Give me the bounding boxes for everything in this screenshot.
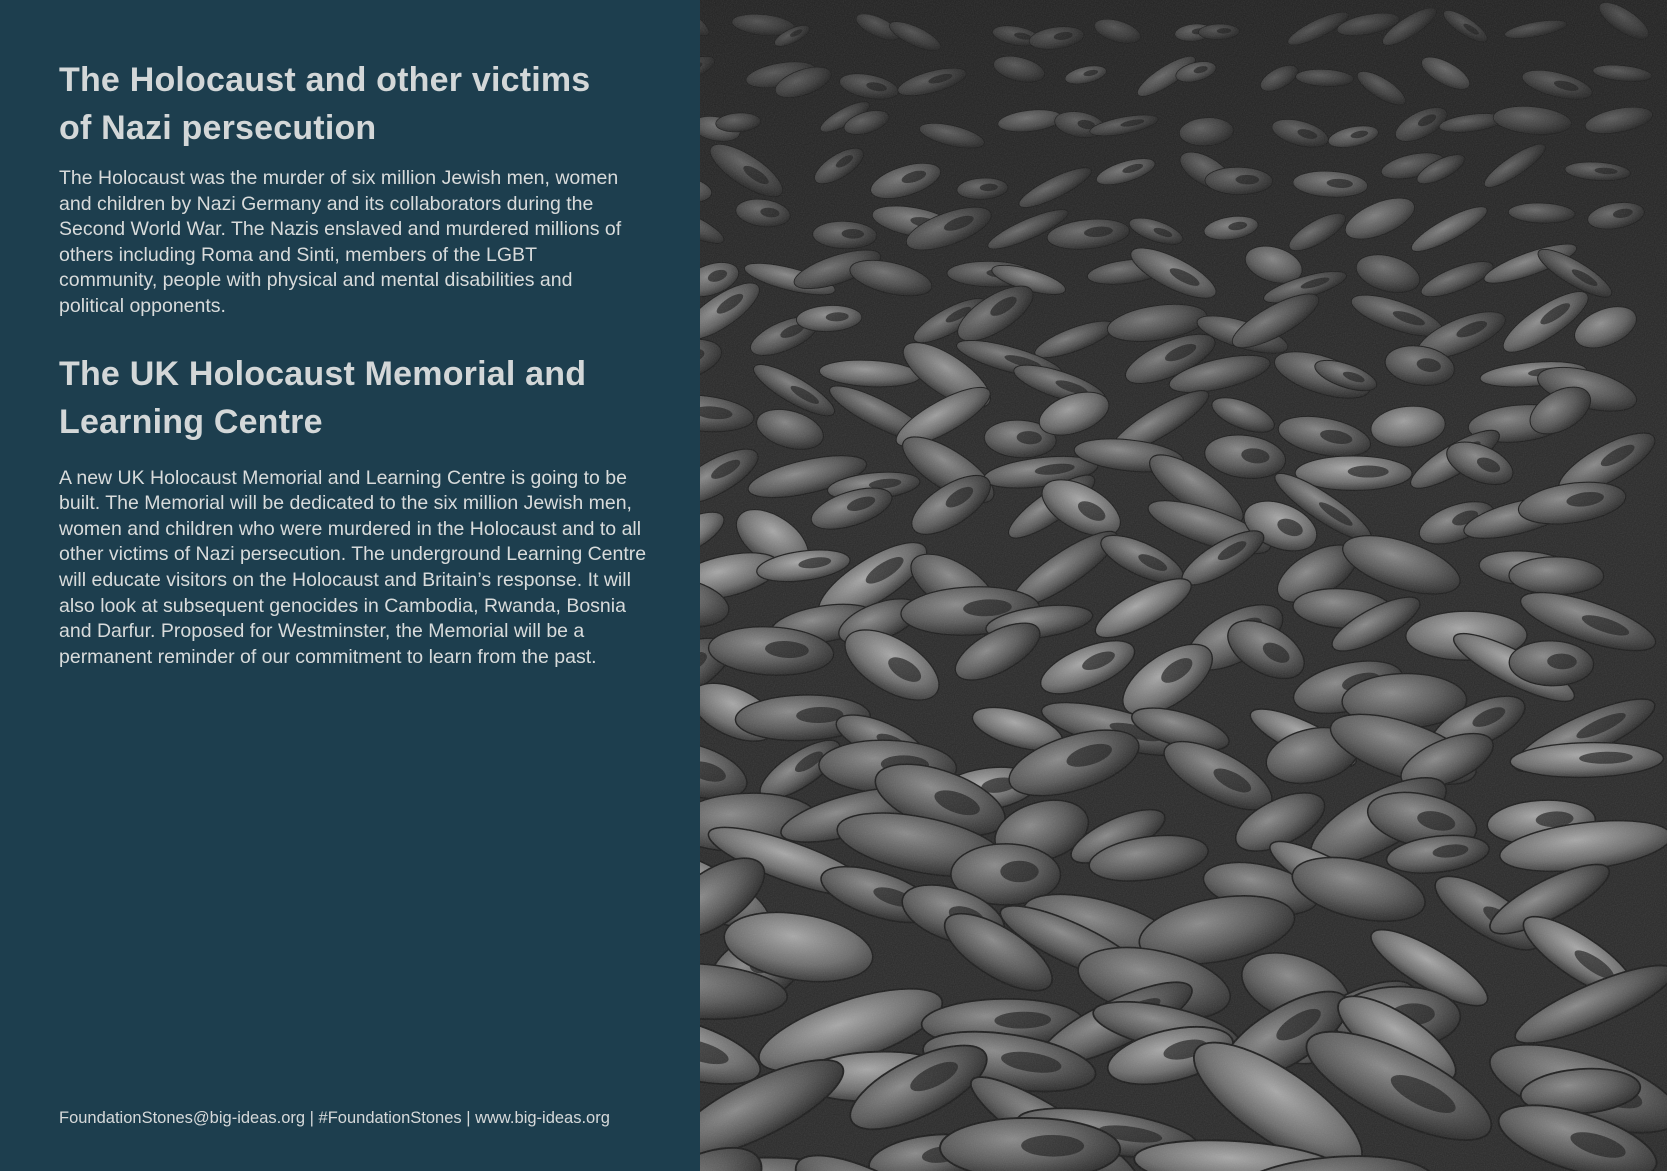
- shoes-photo: [700, 0, 1667, 1171]
- text-panel: [0, 0, 700, 1171]
- section-title-holocaust: The Holocaust and other victims of Nazi persecution: [59, 61, 591, 147]
- shoes-photo-illustration: [700, 0, 1667, 1171]
- footer-contact: FoundationStones@big-ideas.org | #FoundationStones | www.big-ideas.org: [59, 1109, 610, 1127]
- section-title-memorial: The UK Holocaust Memorial and Learning Centre: [59, 354, 587, 441]
- section-body-memorial: A new UK Holocaust Memorial and Learning Centre is going to be built. The Memorial will be dedicated to the six million Jewish men, women and children who were murdered in the Holocaust and to all other victims of Nazi persecution. The underground Learning Centre will educate visitors on the Holocaust and Britain’s response. It will also look at subsequent genocides in Cambodia, Rwanda, Bosnia and Darfur. Proposed for Westminster, the Memorial will be a permanent reminder of our commitment to learn from the past.: [59, 466, 647, 668]
- section-body-holocaust: The Holocaust was the murder of six million Jewish men, women and children by Nazi Germany and its collaborators during the Second World War. The Nazis enslaved and murdered millions of others including Roma and Sinti, members of the LGBT community, people with physical and mental disabilities and political opponents.: [59, 167, 622, 317]
